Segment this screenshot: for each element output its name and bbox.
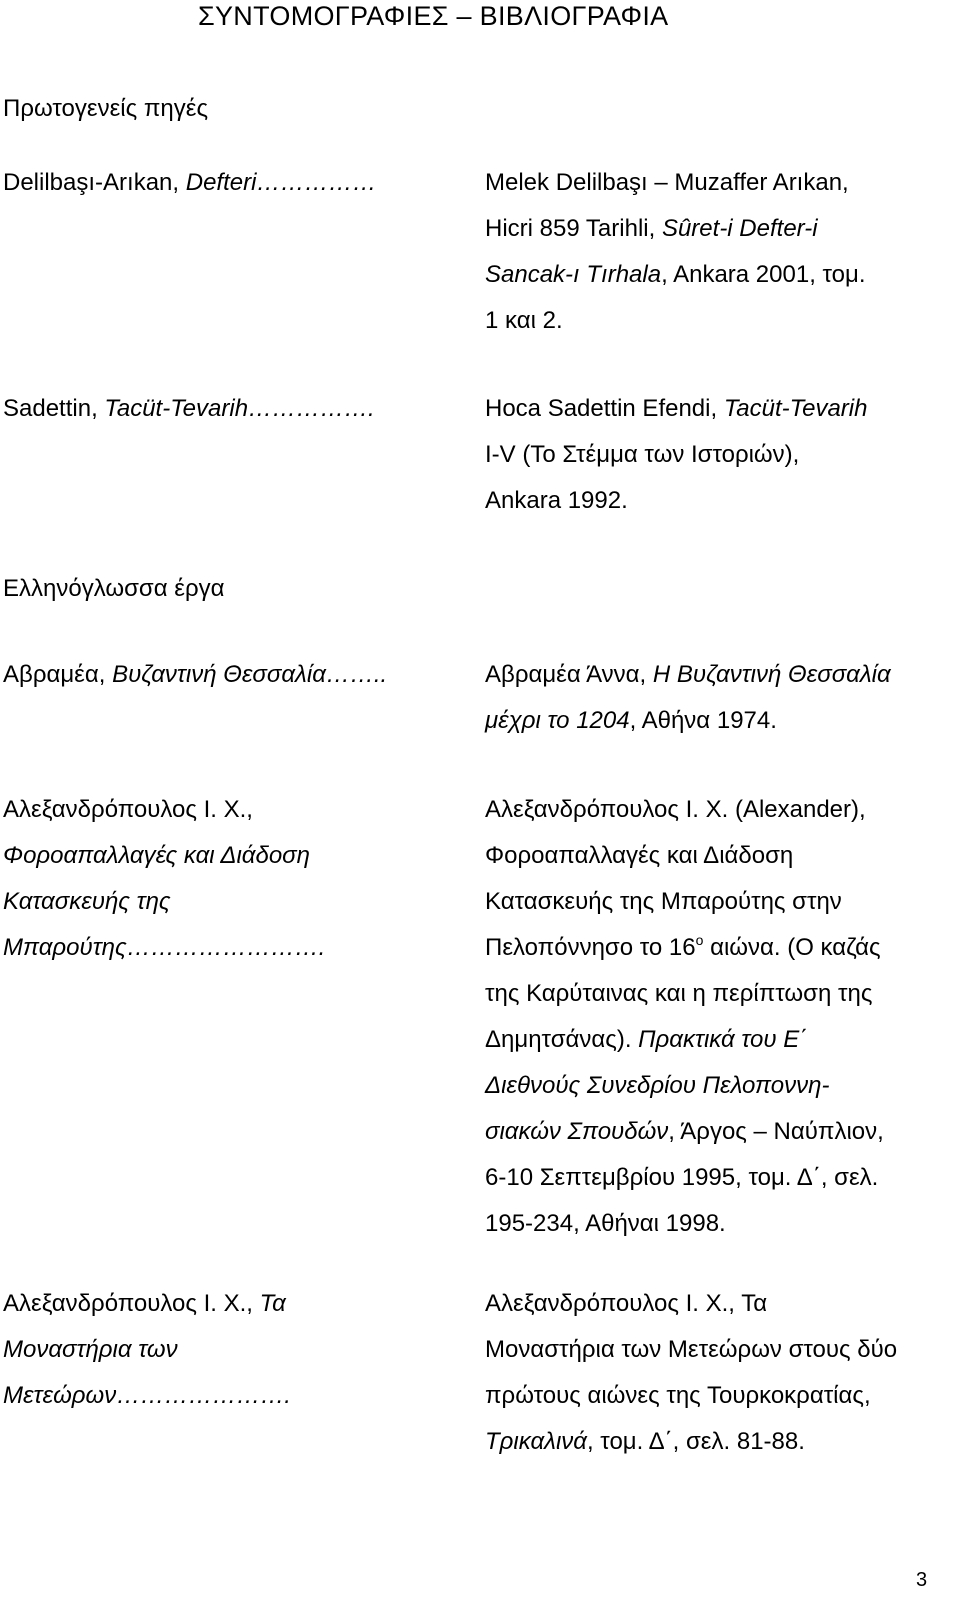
text-run: 6-10 Σεπτεμβρίου 1995, τομ. Δ΄, σελ. xyxy=(485,1164,879,1191)
text-run: , Ankara 2001, τομ. xyxy=(661,261,866,288)
ref-line xyxy=(485,652,935,698)
ref-line xyxy=(485,206,935,252)
ref-line xyxy=(485,925,935,971)
text-run: Μπαρούτης……………………. xyxy=(3,934,326,961)
text-run: της Καρύταινας και η περίπτωση της xyxy=(485,980,873,1007)
ref-line xyxy=(485,160,935,206)
text-run: Hoca Sadettin Efendi, xyxy=(485,395,724,422)
text-run: Sancak-ı Tırhala xyxy=(485,261,662,288)
superscript-text: ο xyxy=(695,932,704,948)
text-run: 1 και 2. xyxy=(485,307,563,334)
abbr-line xyxy=(3,925,463,971)
text-run: Sûret-i Defter-i xyxy=(661,215,818,242)
text-run: Η Βυζαντινή Θεσσαλία xyxy=(652,661,891,688)
ref-line xyxy=(485,971,935,1017)
text-run: Μοναστήρια των Μετεώρων στους δύο xyxy=(485,1336,898,1363)
text-run: Αλεξανδρόπουλος Ι. Χ., xyxy=(3,796,253,823)
abbr-line xyxy=(3,160,463,206)
text-run: Διεθνούς Συνεδρίου Πελοποννη- xyxy=(485,1072,830,1099)
ref-line xyxy=(485,1201,935,1247)
entry-reference xyxy=(485,652,935,744)
abbr-line xyxy=(3,787,463,833)
entry-reference xyxy=(485,787,935,1247)
text-run: Πρακτικά του Ε΄ xyxy=(638,1026,808,1053)
text-run: Αβραμέα, xyxy=(3,661,113,688)
abbr-line xyxy=(3,879,463,925)
text-run: Φοροαπαλλαγές και Διάδοση xyxy=(3,842,310,869)
text-run: Φοροαπαλλαγές και Διάδοση xyxy=(485,842,794,869)
ref-line xyxy=(485,787,935,833)
ref-line xyxy=(485,386,935,432)
ref-line xyxy=(485,1155,935,1201)
abbr-line xyxy=(3,1281,463,1327)
ref-line xyxy=(485,833,935,879)
text-run: αιώνα. (Ο καζάς xyxy=(703,934,881,961)
text-run: I-V (Το Στέμμα των Ιστοριών), xyxy=(485,441,800,468)
text-run: Tacüt-Tevarih xyxy=(723,395,868,422)
entry-abbreviation xyxy=(3,1281,463,1419)
abbr-line xyxy=(3,1373,463,1419)
text-run: , Αθήνα 1974. xyxy=(629,707,777,734)
text-run: Δημητσάνας). xyxy=(485,1026,639,1053)
ref-line xyxy=(485,478,935,524)
text-run: Αλεξανδρόπουλος Ι. Χ., xyxy=(3,1290,260,1317)
text-run: Τρικαλινά xyxy=(485,1428,587,1455)
entry-reference xyxy=(485,1281,935,1465)
text-run: Βυζαντινή Θεσσαλία…….. xyxy=(112,661,388,688)
document-title: ΣΥΝΤΟΜΟΓΡΑΦΙΕΣ – ΒΙΒΛΙΟΓΡΑΦΙΑ xyxy=(198,1,669,31)
ref-line xyxy=(485,698,935,744)
text-run: Ankara 1992. xyxy=(485,487,628,514)
abbr-line xyxy=(3,386,463,432)
entry-abbreviation xyxy=(3,787,463,971)
section-heading-primary-sources: Πρωτογενείς πηγές xyxy=(3,95,209,122)
text-run: Defteri…………… xyxy=(185,169,377,196)
entry-reference xyxy=(485,386,935,524)
ref-line xyxy=(485,879,935,925)
ref-line xyxy=(485,1017,935,1063)
text-run: Melek Delilbaşı – Muzaffer Arıkan, xyxy=(485,169,849,196)
ref-line xyxy=(485,1281,935,1327)
abbr-line xyxy=(3,652,463,698)
text-run: Sadettin, xyxy=(3,395,105,422)
text-run: μέχρι το 1204 xyxy=(485,707,630,734)
text-run: Hicri 859 Tarihli, xyxy=(485,215,662,242)
ref-line xyxy=(485,1063,935,1109)
ref-line xyxy=(485,432,935,478)
text-run: Αλεξανδρόπουλος Ι. Χ. (Alexander), xyxy=(485,796,866,823)
text-run: Κατασκευής της xyxy=(3,888,171,915)
text-run: Αλεξανδρόπουλος Ι. Χ., Τα xyxy=(485,1290,768,1317)
text-run: Τα xyxy=(259,1290,286,1317)
abbr-line xyxy=(3,833,463,879)
ref-line xyxy=(485,298,935,344)
text-run: Μετεώρων…………………. xyxy=(3,1382,291,1409)
text-run: Tacüt-Tevarih……………. xyxy=(104,395,375,422)
text-run: , τομ. Δ΄, σελ. 81-88. xyxy=(586,1428,805,1455)
ref-line xyxy=(485,1419,935,1465)
text-run: 195-234, Αθήναι 1998. xyxy=(485,1210,726,1237)
page-number: 3 xyxy=(916,1569,928,1591)
text-run: Κατασκευής της Μπαρούτης στην xyxy=(485,888,842,915)
section-heading-greek-works: Ελληνόγλωσσα έργα xyxy=(3,575,225,602)
text-run: Delilbaşı-Arıkan, xyxy=(3,169,186,196)
entry-abbreviation xyxy=(3,386,463,432)
entry-abbreviation xyxy=(3,160,463,206)
text-run: Αβραμέα Άννα, xyxy=(485,661,653,688)
abbr-line xyxy=(3,1327,463,1373)
ref-line xyxy=(485,1327,935,1373)
text-run: Μοναστήρια των xyxy=(3,1336,178,1363)
entry-reference xyxy=(485,160,935,344)
ref-line xyxy=(485,1109,935,1155)
text-run: Πελοπόννησο το 16 xyxy=(485,934,696,961)
text-run: πρώτους αιώνες της Τουρκοκρατίας, xyxy=(485,1382,871,1409)
text-run: σιακών Σπουδών xyxy=(485,1118,669,1145)
entry-abbreviation xyxy=(3,652,463,698)
ref-line xyxy=(485,252,935,298)
text-run: , Άργος – Ναύπλιον, xyxy=(668,1118,884,1145)
ref-line xyxy=(485,1373,935,1419)
